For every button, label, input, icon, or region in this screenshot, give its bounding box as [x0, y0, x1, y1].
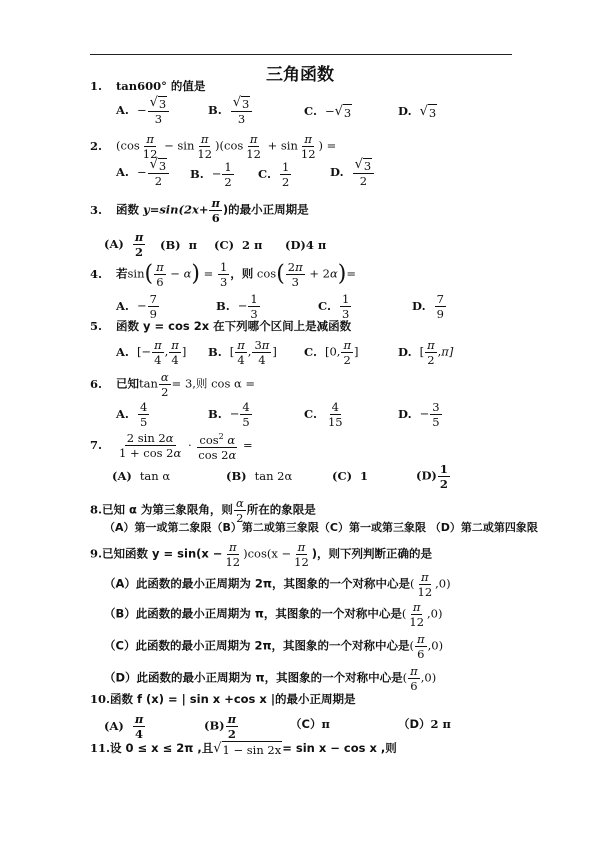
q6-option-a: A. $\frac{4}{5}$	[116, 400, 148, 429]
q4-option-a: A. − $\frac{7}{9}$	[116, 292, 157, 321]
q6-option-d: D. − $\frac{3}{5}$	[398, 400, 440, 429]
page-title: 三角函数	[266, 65, 334, 85]
q7-option-d: (D) $\frac{1}{2}$	[416, 462, 448, 491]
q3-option-c: (C) 2 π	[214, 238, 263, 252]
question-2: 2. (cos $\frac{\pi}{12}$ − sin $\frac{\pi}{12}$ )(cos $\frac{\pi}{12}$ + sin $\frac{\pi}{12}$ ) =	[90, 132, 337, 161]
q2-option-b: B. − $\frac{1}{2}$	[190, 160, 232, 189]
q10-option-b: (B) $\frac{\pi}{2}$	[204, 712, 237, 741]
q10-option-c: （C）π	[290, 717, 330, 731]
q6-option-b: B. − $\frac{4}{5}$	[208, 400, 250, 429]
question-6: 6. 已知tan $\frac{\alpha}{2}$ = 3,则 cos α =	[90, 370, 256, 399]
q9-option-a: （A）此函数的最小正周期为 2π，其图象的一个对称中心是( $\frac{\pi}{12}$ ,0)	[104, 570, 451, 599]
q5-option-a: A. [− $\frac{\pi}{4}$ , $\frac{\pi}{4}$ ]	[116, 338, 187, 367]
q8-options: （A）第一或第二象限（B）第二或第三象限（C）第一或第三象限 （D）第二或第四象限	[104, 521, 538, 534]
question-1: 1. tan600° 的值是	[90, 79, 206, 93]
q1-option-a: A. − √ 3 3	[116, 96, 170, 126]
q7-option-c: (C) 1	[332, 469, 369, 483]
question-5: 5. 函数 y = cos 2x 在下列哪个区间上是减函数	[90, 319, 352, 333]
q2-option-a: A. − √ 3 2	[116, 158, 170, 188]
question-9: 9.已知函数 y = sin(x − $\frac{\pi}{12}$ )cos(x − $\frac{\pi}{12}$ )，则下列判断正确的是	[90, 540, 433, 569]
question-3: 3. 函数 y=sin(2x+ $\frac{\pi}{6}$ )的最小正周期是	[90, 196, 309, 225]
q2-option-c: C. $\frac{1}{2}$	[258, 160, 290, 189]
q3-option-d: (D)4 π	[285, 238, 327, 252]
question-4: 4. 若sin( $\frac{\pi}{6}$ − α) = $\frac{1}{3}$ ，则 cos( $\frac{2\pi}{3}$ + 2α)=	[90, 260, 356, 289]
q1-option-b: B. √ 3 3	[208, 96, 253, 126]
header-rule	[90, 54, 512, 55]
question-8: 8.已知 α 为第三象限角，则 $\frac{\alpha}{2}$ 所在的象限是	[90, 496, 316, 525]
q4-option-c: C. $\frac{1}{3}$	[318, 292, 350, 321]
q10-option-d: （D）2 π	[398, 717, 451, 731]
q1-option-d: D. √ 3	[398, 104, 437, 120]
question-7: 7. $\frac{2 \sin 2\alpha}{1 + \cos 2\alpha}$ · $\frac{\cos^2 \alpha}{\cos 2\alpha}$ =	[90, 431, 253, 462]
q7-option-b: (B) tan 2α	[226, 469, 293, 483]
q3-option-b: (B) π	[160, 238, 198, 252]
q6-option-c: C. $\frac{4}{15}$	[304, 400, 343, 429]
q9-option-b: （B）此函数的最小正周期为 π，其图象的一个对称中心是( $\frac{\pi}{12}$ ,0)	[104, 600, 443, 629]
q5-option-d: D. [ $\frac{\pi}{2}$ ,π]	[398, 338, 454, 367]
q4-option-d: D. $\frac{7}{9}$	[412, 292, 444, 321]
q10-option-a: (A) $\frac{\pi}{4}$	[104, 712, 144, 741]
question-11: 11.设 0 ≤ x ≤ 2π ,且 √ 1 − sin 2x = sin x − cos x ,则	[90, 741, 397, 757]
question-10: 10.函数 f (x) = | sin x +cos x |的最小正周期是	[90, 692, 356, 706]
q3-option-a: (A) $\frac{\pi}{2}$	[104, 230, 144, 259]
q1-option-c: C. − √ 3	[304, 104, 352, 120]
q5-option-c: C. [0, $\frac{\pi}{2}$ ]	[304, 338, 359, 367]
q5-option-b: B. [ $\frac{\pi}{4}$ , $\frac{3\pi}{4}$ ]	[208, 338, 277, 367]
q4-option-b: B. − $\frac{1}{3}$	[216, 292, 258, 321]
q9-option-d: （D）此函数的最小正周期为 π，其图象的一个对称中心是( $\frac{\pi}{6}$ ,0)	[104, 664, 437, 693]
q2-option-d: D. √ 3 2	[330, 158, 375, 188]
q7-option-a: (A) tan α	[112, 469, 171, 483]
q9-option-c: （C）此函数的最小正周期为 2π，其图象的一个对称中心是( $\frac{\pi}{6}$ ,0)	[104, 632, 444, 661]
